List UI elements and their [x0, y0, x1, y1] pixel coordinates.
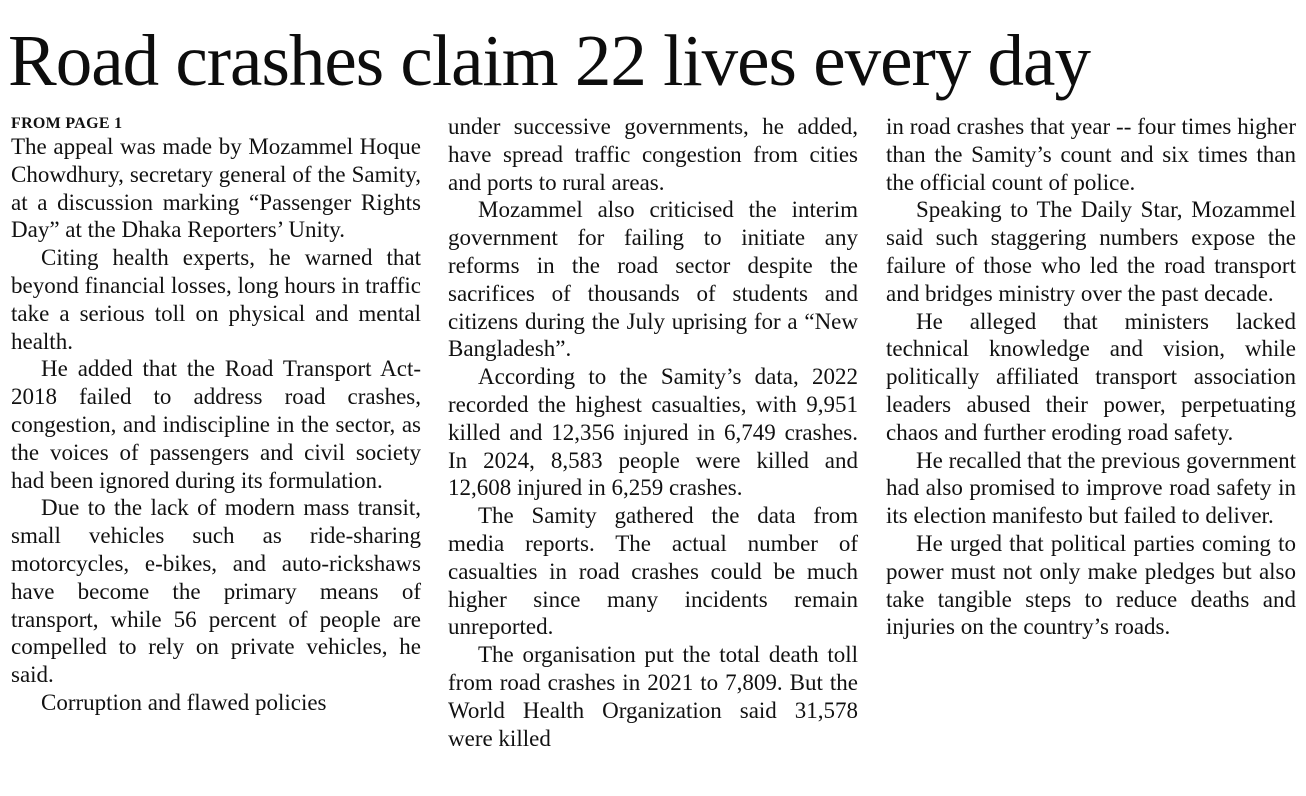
- paragraph: The Samity gathered the data from media reports. The actual number of casualties in road crashes could be much higher since many incidents remain unreported.: [448, 503, 858, 640]
- paragraph: He recalled that the previous government had also promised to improve road safety in its election manifesto but failed to deliver.: [886, 447, 1296, 529]
- paragraph: Mozammel also criticised the interim government for failing to initiate any reforms in the road sector despite the sacrifices of thousands of students and citizens during the July uprising for a “New Bangladesh”.: [448, 197, 858, 362]
- paragraph: Due to the lack of modern mass transit, small vehicles such as ride-sharing motorcycles, e-bikes, and auto-rickshaws have become the primary means of transport, while 56 percent of people are compelled to rely on private vehicles, he said.: [11, 495, 421, 688]
- headline: Road crashes claim 22 lives every day: [8, 20, 1090, 101]
- continued-from-label: FROM PAGE 1: [11, 115, 123, 132]
- paragraph: Citing health experts, he warned that beyond financial losses, long hours in traffic take a serious toll on physical and mental health.: [11, 245, 421, 354]
- article-column-3: [886, 113, 1296, 641]
- article-column-2: [448, 113, 858, 752]
- paragraph: in road crashes that year -- four times higher than the Samity’s count and six times than the official count of police.: [886, 114, 1296, 195]
- paragraph: The appeal was made by Mozammel Hoque Chowdhury, secretary general of the Samity, at a discussion marking “Passenger Rights Day” at the Dhaka Reporters’ Unity.: [11, 134, 421, 243]
- paragraph: under successive governments, he added, have spread traffic congestion from cities and ports to rural areas.: [448, 114, 858, 195]
- paragraph: Speaking to The Daily Star, Mozammel said such staggering numbers expose the failure of those who led the road transport and bridges ministry over the past decade.: [886, 197, 1296, 306]
- article-column-1: [11, 113, 421, 717]
- paragraph: He alleged that ministers lacked technical knowledge and vision, while politically affiliated transport association leaders abused their power, perpetuating chaos and further eroding road safety.: [886, 308, 1296, 445]
- paragraph: The organisation put the total death toll from road crashes in 2021 to 7,809. But the World Health Organization said 31,578 were killed: [448, 642, 858, 751]
- paragraph: Corruption and flawed policies: [41, 689, 327, 715]
- paragraph: According to the Samity’s data, 2022 recorded the highest casualties, with 9,951 killed and 12,356 injured in 6,749 crashes. In 2024, 8,583 people were killed and 12,608 injured in 6,259 crashes.: [448, 364, 858, 501]
- paragraph: He added that the Road Transport Act-2018 failed to address road crashes, congestion, and indiscipline in the sector, as the voices of passengers and civil society had been ignored during its formulation.: [11, 356, 421, 493]
- paragraph: He urged that political parties coming to power must not only make pledges but also take tangible steps to reduce deaths and injuries on the country’s roads.: [886, 530, 1296, 640]
